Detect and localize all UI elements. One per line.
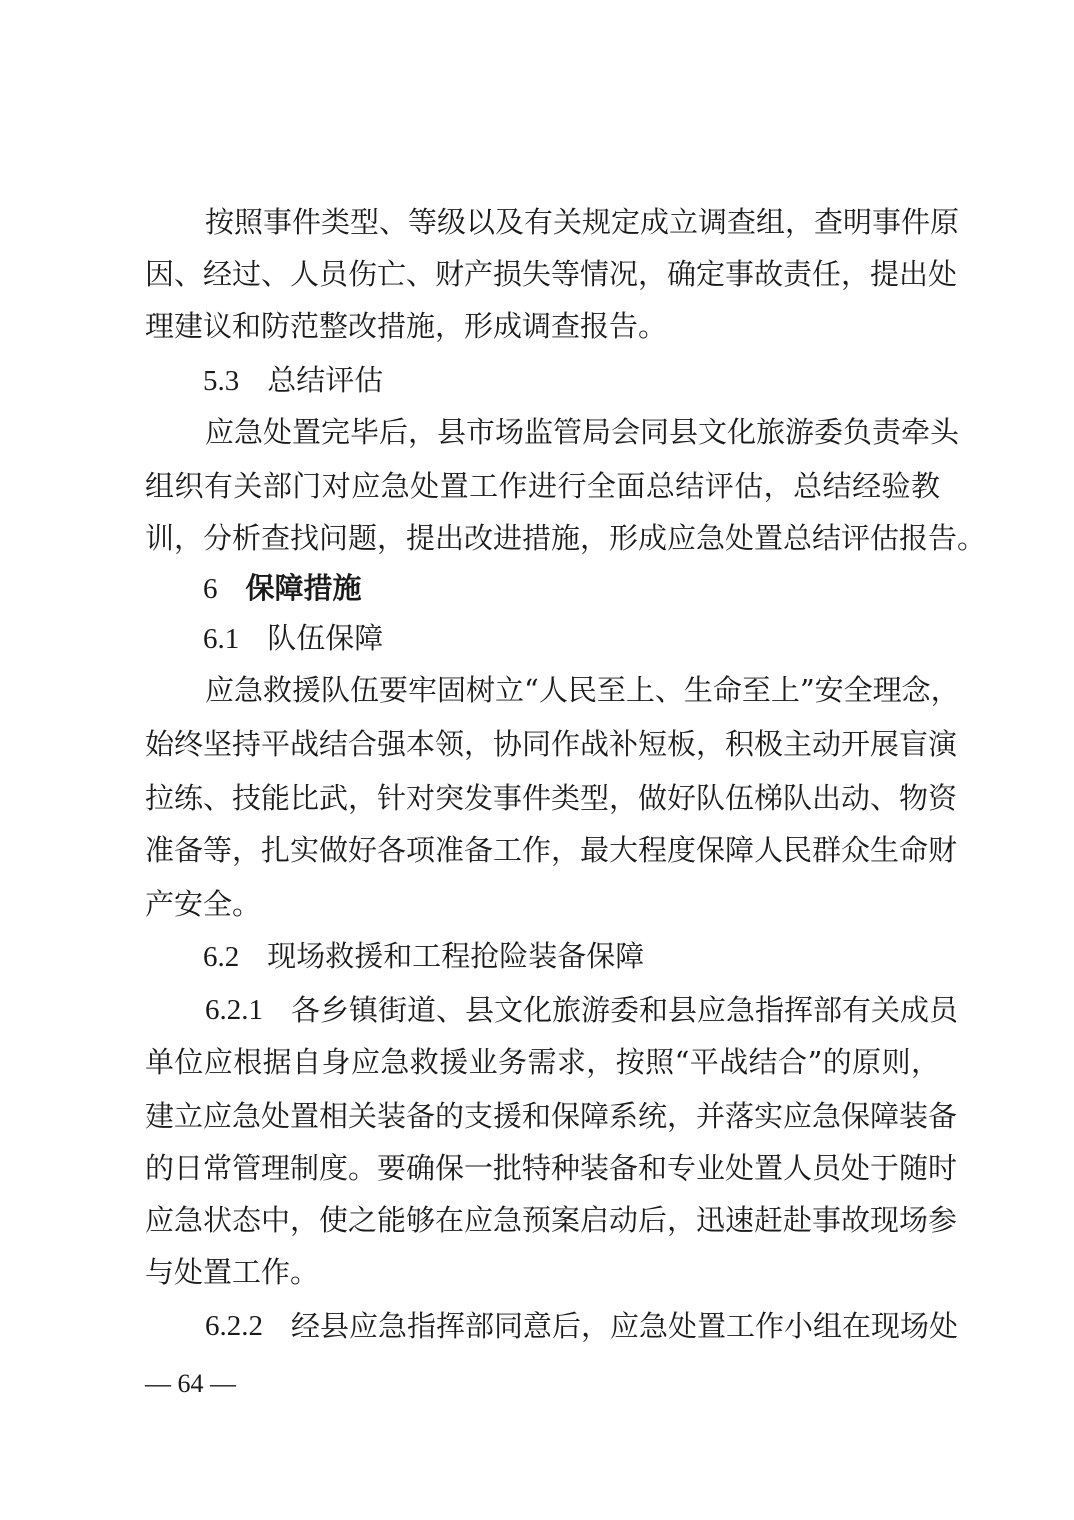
page-number: — 64 —	[145, 1369, 236, 1398]
section-heading	[203, 620, 383, 656]
paragraph-line: 按照事件类型、等级以及有关规定成立调查组，查明事件原	[205, 205, 960, 239]
section-number: 6.1	[203, 623, 240, 655]
paragraph-line: 理建议和防范整改措施，形成调查报告。	[145, 309, 668, 343]
paragraph-line: 始终坚持平战结合强本领，协同作战补短板，积极主动开展盲演	[145, 727, 958, 761]
paragraph-line: 因、经过、人员伤亡、财产损失等情况，确定事故责任，提出处	[145, 257, 958, 291]
paragraph-line: 产安全。	[145, 887, 262, 921]
paragraph-line: 拉练、技能比武，针对突发事件类型，做好队伍梯队出动、物资	[145, 781, 958, 815]
section-title: 保障措施	[245, 571, 362, 605]
paragraph-line: 应急处置完毕后，县市场监管局会同县文化旅游委负责牵头	[205, 415, 960, 449]
paragraph-line: 应急救援队伍要牢固树立“人民至上、生命至上”安全理念，	[205, 673, 960, 707]
paragraph-line: 准备等，扎实做好各项准备工作，最大程度保障人民群众生命财	[145, 833, 958, 867]
section-heading	[203, 570, 362, 606]
clause-text: 经县应急指挥部同意后，应急处置工作小组在现场处	[291, 1309, 959, 1343]
section-title: 总结评估	[267, 363, 384, 397]
paragraph-line: 建立应急处置相关装备的支援和保障系统，并落实应急保障装备	[145, 1099, 958, 1133]
clause-number: 6.2.1	[205, 994, 263, 1026]
paragraph-line	[205, 992, 959, 1028]
section-title: 现场救援和工程抢险装备保障	[267, 939, 645, 973]
paragraph-line: 的日常管理制度。要确保一批特种装备和专业处置人员处于随时	[145, 1151, 958, 1185]
section-number: 6.2	[203, 941, 240, 973]
paragraph-line: 训，分析查找问题，提出改进措施，形成应急处置总结评估报告。	[145, 521, 987, 555]
section-heading	[203, 362, 383, 398]
section-heading	[203, 938, 644, 974]
paragraph-line: 应急状态中，使之能够在应急预案启动后，迅速赶赴事故现场参	[145, 1203, 958, 1237]
clause-number: 6.2.2	[205, 1310, 263, 1342]
paragraph-line: 与处置工作。	[145, 1255, 320, 1289]
paragraph-line: 单位应根据自身应急救援业务需求，按照“平战结合”的原则，	[145, 1045, 940, 1079]
paragraph-line: 组织有关部门对应急处置工作进行全面总结评估，总结经验教	[145, 469, 940, 503]
paragraph-line	[205, 1308, 959, 1344]
section-number: 5.3	[203, 365, 240, 397]
clause-text: 各乡镇街道、县文化旅游委和县应急指挥部有关成员	[291, 993, 959, 1027]
section-number: 6	[203, 573, 218, 605]
section-title: 队伍保障	[267, 621, 384, 655]
